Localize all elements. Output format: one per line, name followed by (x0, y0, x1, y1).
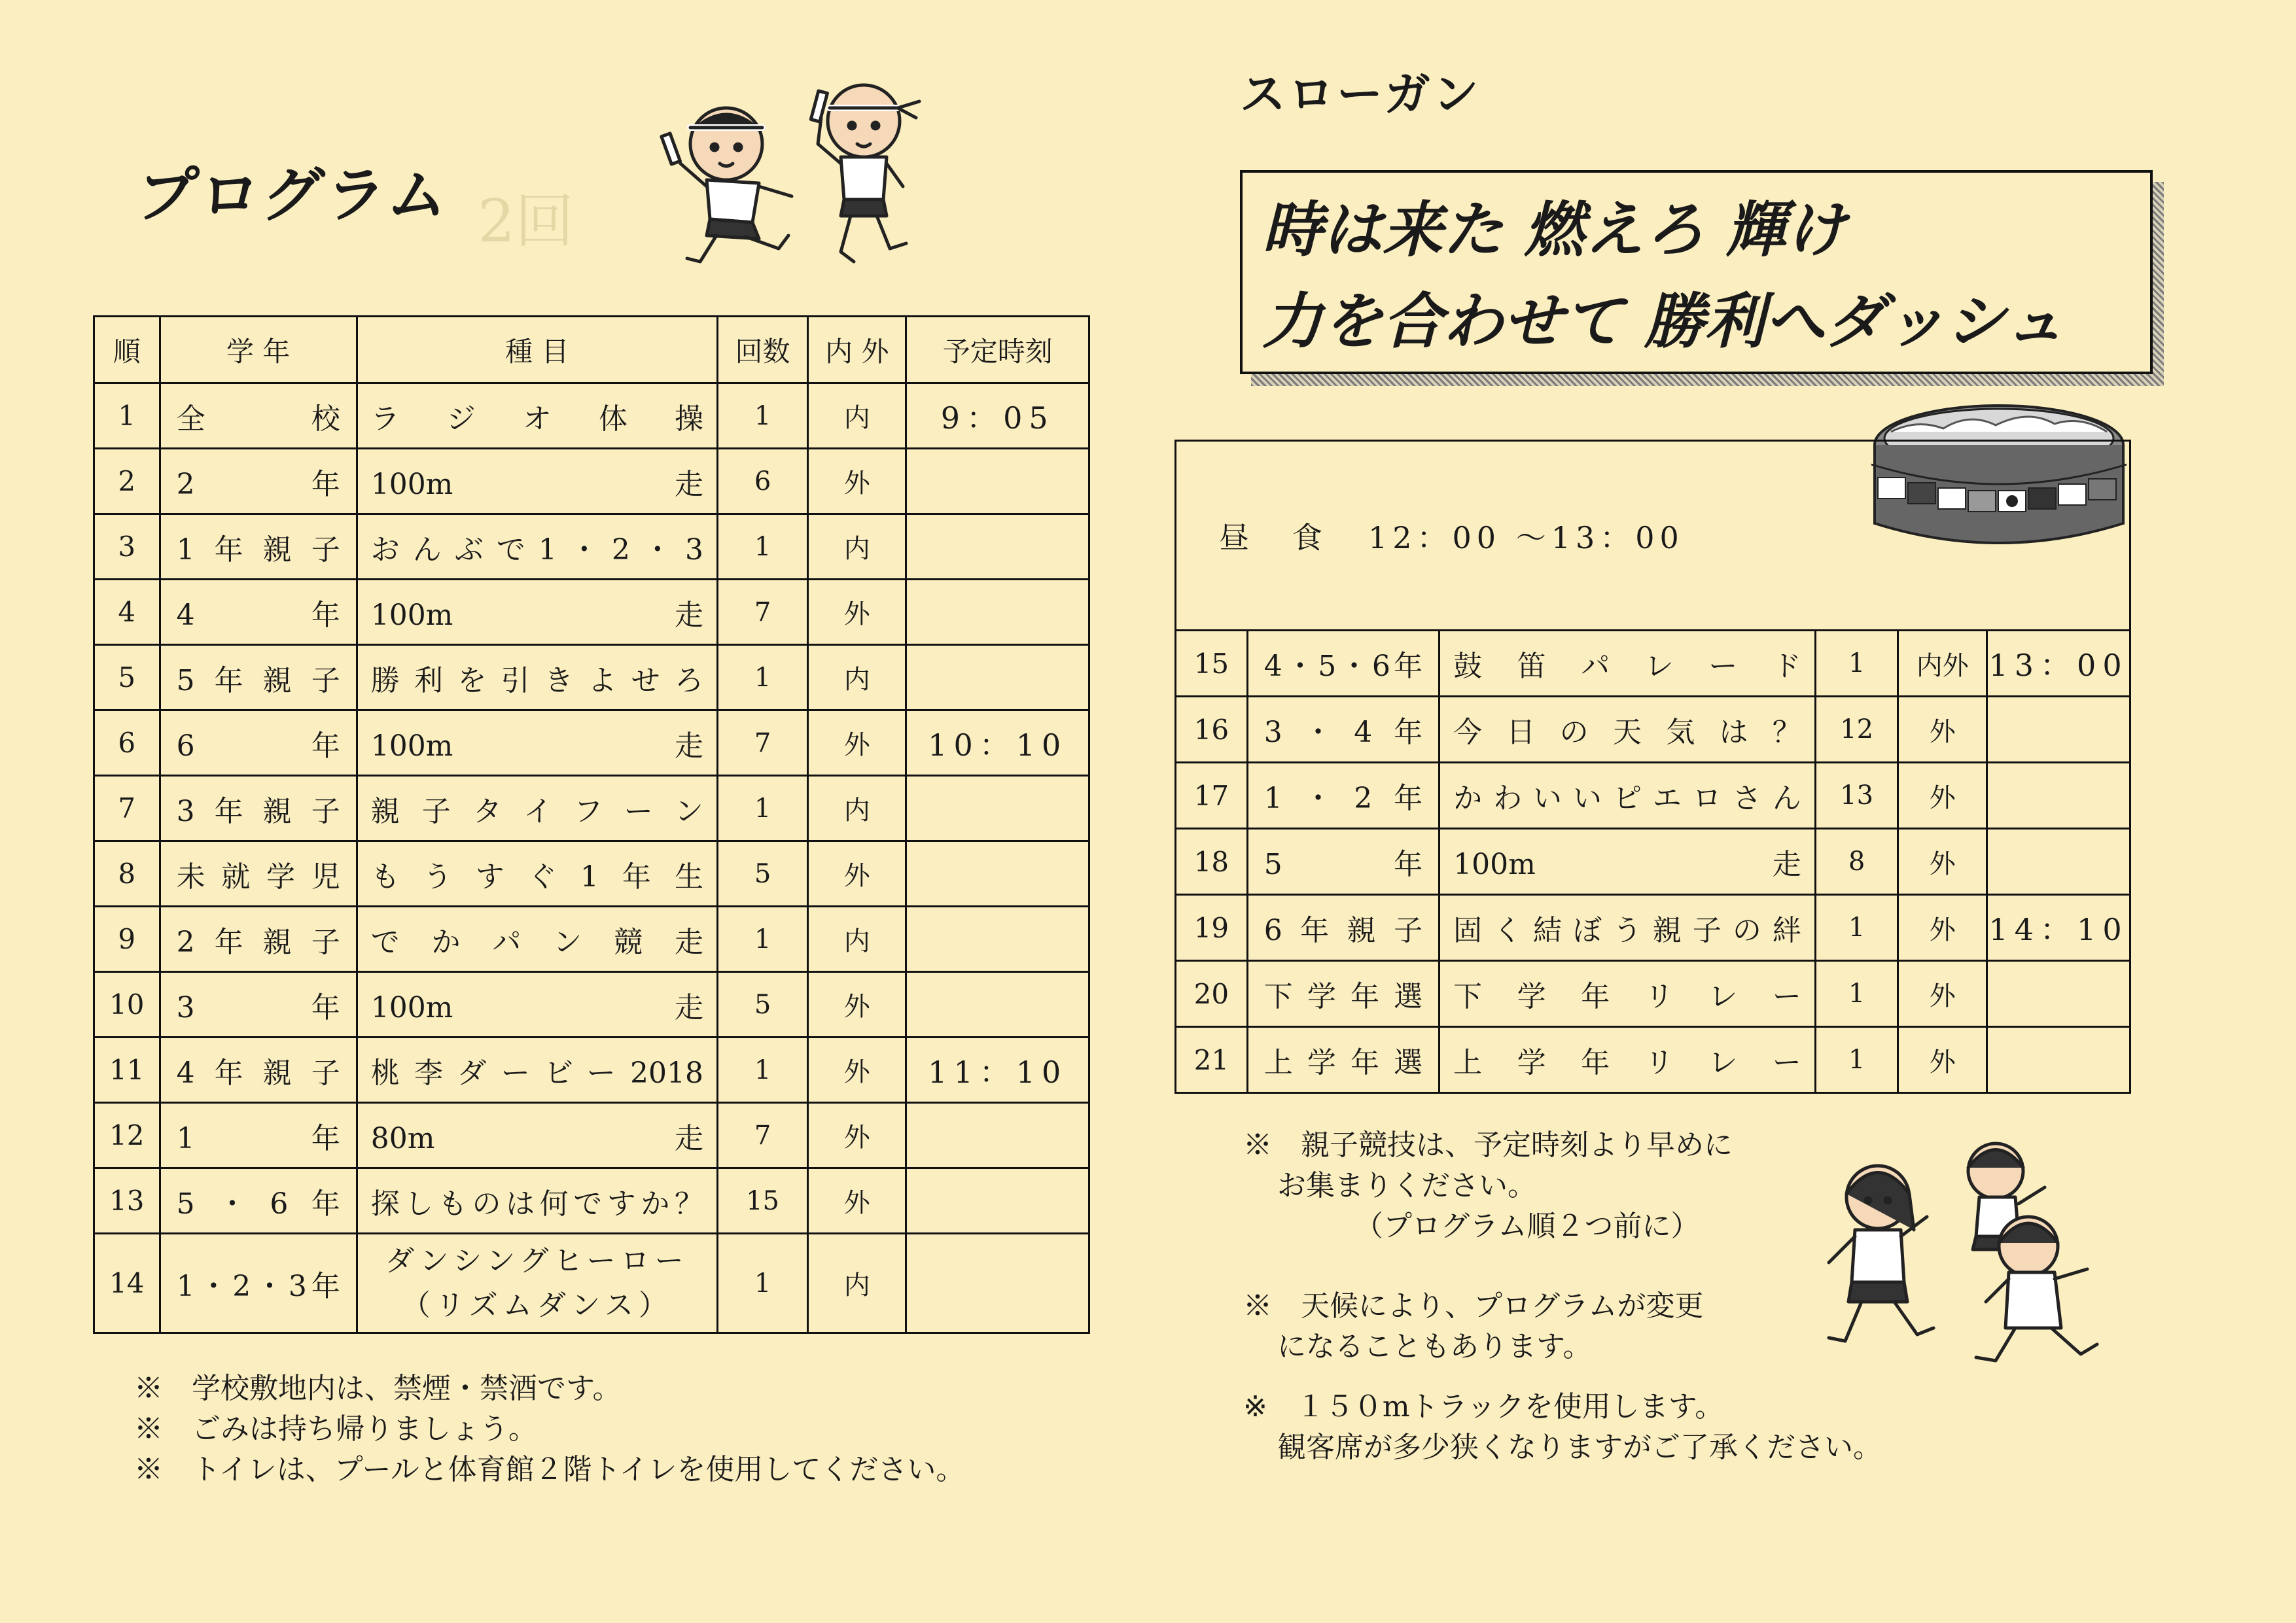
row-grade: 全校 (176, 402, 340, 436)
header-scheduled-time: 予定時刻 (906, 317, 1089, 383)
row-event: 今日の天気は？ (1453, 716, 1801, 749)
table-row (94, 1103, 1089, 1168)
header-count: 回数 (717, 317, 807, 383)
lunch-time: 12：00 ～13：00 (1368, 519, 1684, 555)
table-row (94, 841, 1089, 907)
row-count: 8 (1815, 829, 1898, 895)
row-number: 17 (1176, 763, 1248, 829)
row-event: 下学年リレー (1453, 980, 1801, 1013)
table-row (94, 1168, 1089, 1234)
row-indoor-outdoor: 外 (1898, 961, 1987, 1027)
row-grade: 4年親子 (176, 1056, 340, 1090)
row-event: ダンシングヒーロー (385, 1244, 689, 1278)
note-parent-events: ※ 親子競技は、予定時刻より早めに (1243, 1128, 1733, 1162)
row-indoor-outdoor: 内 (808, 1234, 906, 1333)
row-count: 1 (717, 514, 807, 580)
row-grade: 1年 (176, 1121, 340, 1155)
row-indoor-outdoor: 外 (1898, 763, 1987, 829)
row-time: 14：10 (1988, 912, 2128, 947)
table-row (1176, 697, 2130, 763)
row-grade: 5年親子 (176, 663, 340, 697)
row-count: 7 (717, 710, 807, 776)
table-row (94, 710, 1089, 776)
row-event: もうすぐ1年生 (370, 860, 703, 894)
table-row (94, 1038, 1089, 1103)
row-number: 5 (94, 645, 160, 710)
row-grade: 3年 (176, 990, 340, 1024)
table-row (1176, 895, 2130, 961)
row-count: 5 (717, 972, 807, 1038)
program-table-part1 (93, 315, 1090, 1334)
slogan-line-2: 力を合わせて 勝利へダッシュ (1262, 287, 2065, 357)
row-grade: 5・6年 (176, 1187, 340, 1221)
slogan-box (1240, 170, 2153, 374)
note-track-2: 観客席が多少狭くなりますがご了承ください。 (1277, 1431, 1882, 1464)
row-indoor-outdoor: 外 (808, 1103, 906, 1168)
row-indoor-outdoor: 外 (1898, 697, 1987, 763)
note-no-smoking: ※ 学校敷地内は、禁煙・禁酒です。 (134, 1372, 622, 1405)
row-number: 10 (94, 972, 160, 1038)
row-indoor-outdoor: 外 (1898, 829, 1987, 895)
table-row (94, 1234, 1089, 1333)
row-event: 探しものは何ですか？ (370, 1187, 703, 1221)
row-indoor-outdoor: 外 (808, 710, 906, 776)
row-grade: 6年親子 (1263, 914, 1423, 947)
header-grade: 学 年 (160, 317, 357, 383)
row-number: 1 (94, 383, 160, 449)
table-row (94, 907, 1089, 972)
row-count: 6 (717, 449, 807, 514)
table-row (94, 514, 1089, 580)
row-count: 5 (717, 841, 807, 907)
row-indoor-outdoor: 内 (808, 645, 906, 710)
table-row (1176, 763, 2130, 829)
row-number: 12 (94, 1103, 160, 1168)
row-indoor-outdoor: 外 (808, 841, 906, 907)
lunch-row (1176, 441, 2130, 631)
row-indoor-outdoor: 外 (1898, 895, 1987, 961)
table-row (94, 449, 1089, 514)
row-indoor-outdoor: 外 (808, 972, 906, 1038)
row-count: 1 (717, 645, 807, 710)
row-number: 11 (94, 1038, 160, 1103)
row-number: 8 (94, 841, 160, 907)
row-grade: 4年 (176, 598, 340, 632)
table-row (1176, 829, 2130, 895)
row-count: 1 (717, 1038, 807, 1103)
row-event: 100m走 (370, 729, 703, 763)
row-event: 100m走 (1453, 848, 1801, 881)
row-indoor-outdoor: 内 (808, 776, 906, 841)
table-row (94, 383, 1089, 449)
row-event-subtitle: （リズムダンス） (401, 1288, 673, 1322)
row-grade: 1・2年 (1263, 782, 1423, 815)
row-event: 上学年リレー (1453, 1046, 1801, 1079)
row-number: 16 (1176, 697, 1248, 763)
row-event: 100m走 (370, 598, 703, 632)
header-event: 種 目 (357, 317, 717, 383)
row-count: 7 (717, 580, 807, 645)
row-event: でかパン競走 (370, 925, 703, 959)
slogan-heading: スローガン (1240, 67, 1481, 121)
row-grade: 5年 (1263, 848, 1423, 881)
row-indoor-outdoor: 内外 (1898, 631, 1987, 697)
row-grade: 3・4年 (1263, 716, 1423, 749)
row-grade: 1年親子 (176, 532, 340, 567)
header-order: 順 (94, 317, 160, 383)
row-number: 3 (94, 514, 160, 580)
row-event: ラジオ体操 (370, 402, 703, 436)
row-event: 勝利を引きよせろ (370, 663, 703, 697)
row-number: 4 (94, 580, 160, 645)
row-count: 1 (1815, 895, 1898, 961)
row-event: 鼓笛パレード (1453, 650, 1801, 683)
row-indoor-outdoor: 外 (808, 449, 906, 514)
row-number: 21 (1176, 1027, 1248, 1093)
table-row (94, 776, 1089, 841)
row-event: 100m走 (370, 990, 703, 1024)
row-grade: 1・2・3年 (176, 1269, 340, 1303)
table-row (94, 645, 1089, 710)
row-grade: 6年 (176, 729, 340, 763)
row-grade: 3年親子 (176, 794, 340, 828)
row-number: 9 (94, 907, 160, 972)
row-number: 7 (94, 776, 160, 841)
row-time: 13：00 (1988, 648, 2128, 683)
program-heading: プログラム (133, 160, 454, 230)
row-indoor-outdoor: 外 (1898, 1027, 1987, 1093)
row-number: 15 (1176, 631, 1248, 697)
row-count: 1 (1815, 961, 1898, 1027)
row-grade: 下学年選 (1263, 980, 1423, 1013)
row-event: 100m走 (370, 467, 703, 501)
row-count: 1 (1815, 1027, 1898, 1093)
row-number: 18 (1176, 829, 1248, 895)
note-track: ※ １５０mトラックを使用します。 (1243, 1390, 1724, 1423)
row-grade: 上学年選 (1263, 1046, 1423, 1079)
row-event: 固く結ぼう親子の絆 (1453, 914, 1801, 947)
note-toilet: ※ トイレは、プールと体育館２階トイレを使用してください。 (134, 1453, 965, 1486)
notes-left (134, 1369, 964, 1490)
row-number: 6 (94, 710, 160, 776)
row-grade: 2年親子 (176, 925, 340, 959)
row-number: 20 (1176, 961, 1248, 1027)
note-weather: ※ 天候により、プログラムが変更 (1243, 1289, 1704, 1323)
row-event: 桃李ダービー2018 (370, 1056, 703, 1090)
row-count: 13 (1815, 763, 1898, 829)
table-row (1176, 961, 2130, 1027)
row-count: 1 (717, 383, 807, 449)
row-event: 80m走 (370, 1121, 703, 1155)
row-event: 親子タイフーン (370, 794, 703, 828)
table-row (1176, 631, 2130, 697)
row-indoor-outdoor: 外 (808, 580, 906, 645)
note-parent-events-3: （プログラム順２つ前に） (1354, 1210, 1700, 1243)
table-row (94, 972, 1089, 1038)
row-count: 7 (717, 1103, 807, 1168)
bleed-through-text: 2回 (478, 187, 574, 256)
row-number: 19 (1176, 895, 1248, 961)
notes-right (1243, 1125, 1882, 1468)
row-indoor-outdoor: 内 (808, 383, 906, 449)
table-row (1176, 1027, 2130, 1093)
note-parent-events-2: お集まりください。 (1277, 1169, 1536, 1202)
row-indoor-outdoor: 内 (808, 907, 906, 972)
note-garbage: ※ ごみは持ち帰りましょう。 (134, 1412, 537, 1446)
row-time: 10：10 (928, 727, 1068, 763)
row-count: 1 (1815, 631, 1898, 697)
lunch-label: 昼 食 (1219, 519, 1329, 555)
row-indoor-outdoor: 外 (808, 1038, 906, 1103)
row-grade: 2年 (176, 467, 340, 501)
relay-runners-illustration (654, 72, 942, 275)
row-event: おんぶで1・2・3 (370, 532, 703, 567)
row-number: 2 (94, 449, 160, 514)
table-header-row (94, 317, 1089, 383)
row-time: 11：10 (928, 1054, 1068, 1090)
row-count: 15 (717, 1168, 807, 1234)
row-indoor-outdoor: 外 (808, 1168, 906, 1234)
row-grade: 未就学児 (176, 860, 340, 894)
header-indoor-outdoor: 内 外 (808, 317, 906, 383)
row-count: 12 (1815, 697, 1898, 763)
row-grade: 4・5・6年 (1263, 650, 1423, 683)
row-number: 13 (94, 1168, 160, 1234)
row-event: かわいいピエロさん (1453, 782, 1801, 815)
row-indoor-outdoor: 内 (808, 514, 906, 580)
row-count: 1 (717, 776, 807, 841)
slogan-line-1: 時は来た 燃えろ 輝け (1262, 195, 1846, 265)
table-row (94, 580, 1089, 645)
row-count: 1 (717, 907, 807, 972)
note-weather-2: になることもあります。 (1277, 1330, 1592, 1363)
row-number: 14 (94, 1234, 160, 1333)
program-table-part2 (1174, 440, 2131, 1094)
row-time: 9：05 (940, 400, 1055, 436)
row-count: 1 (717, 1234, 807, 1333)
